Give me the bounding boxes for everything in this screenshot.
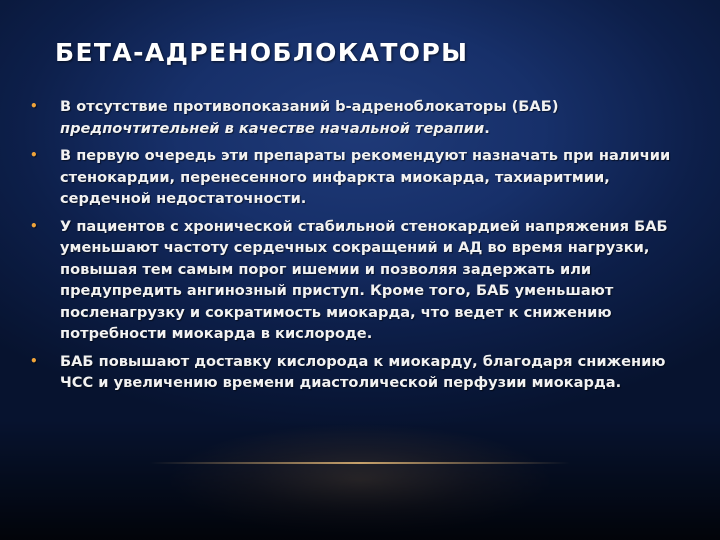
bullet-item-4: [30, 351, 680, 394]
bullet-marker-icon: •: [30, 99, 38, 113]
bullet-text: [60, 96, 680, 139]
bullet-text: В первую очередь эти препараты рекомендуют назначать при наличии стенокардии, перенесенного инфаркта миокарда, тахиаритмии, сердечной недостаточности.: [60, 147, 671, 207]
bullet-text: БАБ повышают доставку кислорода к миокарду, благодаря снижению ЧСС и увеличению времени диастолической перфузии миокарда.: [60, 352, 666, 391]
bullet-item-3: [30, 216, 680, 345]
bullet-text-emphasis: предпочтительней в качестве начальной терапии: [60, 119, 485, 137]
bullet-list: [30, 96, 680, 400]
bullet-text: У пациентов с хронической стабильной стенокардией напряжения БАБ уменьшают частоту сердечных сокращений и АД во время нагрузки, повышая тем самым порог ишемии и позволяя задержать или предупредить ангинозный приступ. Кроме того, БАБ уменьшают посленагрузку и сократимость миокарда, что ведет к снижению потребности миокарда в кислороде.: [60, 217, 668, 342]
slide-title: БЕТА-АДРЕНОБЛОКАТОРЫ: [55, 38, 469, 67]
bullet-marker-icon: •: [30, 148, 38, 162]
bullet-item-2: [30, 145, 680, 210]
bullet-item-1: [30, 96, 680, 139]
bullet-marker-icon: •: [30, 218, 38, 233]
bullet-text-start: В отсутствие противопоказаний b-адреноблокаторы (БАБ): [60, 98, 559, 115]
bullet-text-end: .: [484, 119, 490, 137]
decorative-glow-line: [150, 462, 570, 464]
bullet-marker-icon: •: [30, 353, 38, 368]
